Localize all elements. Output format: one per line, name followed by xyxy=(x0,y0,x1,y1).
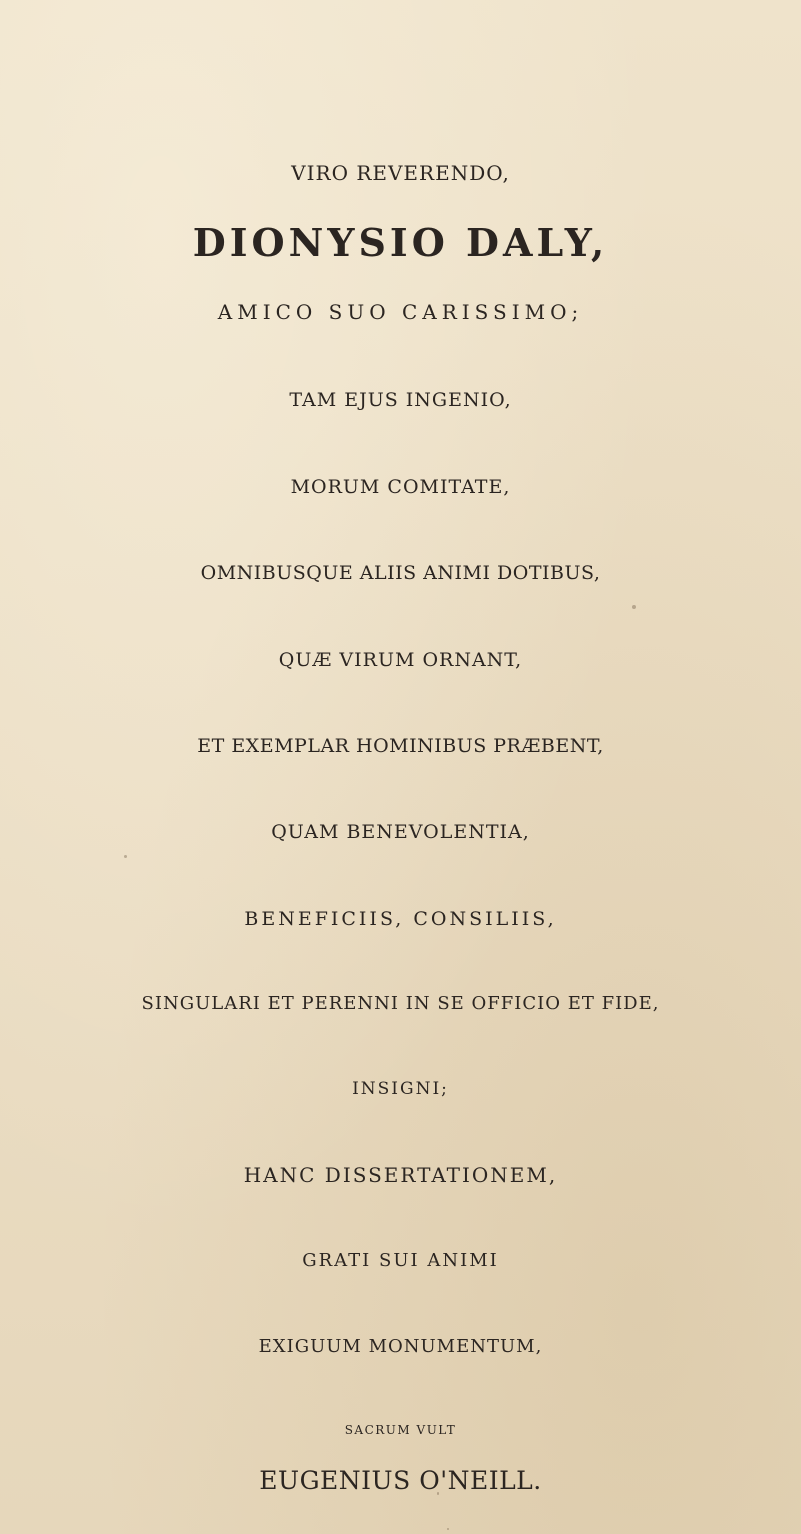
paper-speck xyxy=(124,855,127,858)
author-signature: EUGENIUS O'NEILL. xyxy=(259,1466,542,1495)
dedication-line-officio: SINGULARI ET PERENNI IN SE OFFICIO ET FIDE, xyxy=(141,993,660,1014)
dedication-line-sacrum-vult: SACRUM VULT xyxy=(344,1423,457,1437)
dedication-line-exemplar: ET EXEMPLAR HOMINIBUS PRÆBENT, xyxy=(197,735,604,757)
paper-speck xyxy=(437,1492,439,1495)
dedication-line-dissertationem: HANC DISSERTATIONEM, xyxy=(243,1163,558,1187)
paper-speck xyxy=(632,605,636,609)
dedication-line-viro-reverendo: VIRO REVERENDO, xyxy=(291,161,510,185)
dedication-line-ingenio: TAM EJUS INGENIO, xyxy=(289,389,512,411)
dedication-line-grati: GRATI SUI ANIMI xyxy=(302,1250,499,1271)
dedication-line-beneficiis: BENEFICIIS, CONSILIIS, xyxy=(244,908,557,930)
dedication-line-monumentum: EXIGUUM MONUMENTUM, xyxy=(258,1336,543,1357)
dedication-line-ornant: QUÆ VIRUM ORNANT, xyxy=(278,649,523,671)
dedication-line-insigni: INSIGNI; xyxy=(352,1079,449,1099)
dedication-line-amico: AMICO SUO CARISSIMO; xyxy=(217,300,584,324)
dedicatee-name: DIONYSIO DALY, xyxy=(192,220,609,265)
paper-speck xyxy=(447,1528,449,1530)
dedication-line-benevolentia: QUAM BENEVOLENTIA, xyxy=(271,821,530,843)
dedication-line-comitate: MORUM COMITATE, xyxy=(290,476,511,498)
dedication-line-dotibus: OMNIBUSQUE ALIIS ANIMI DOTIBUS, xyxy=(200,562,601,584)
